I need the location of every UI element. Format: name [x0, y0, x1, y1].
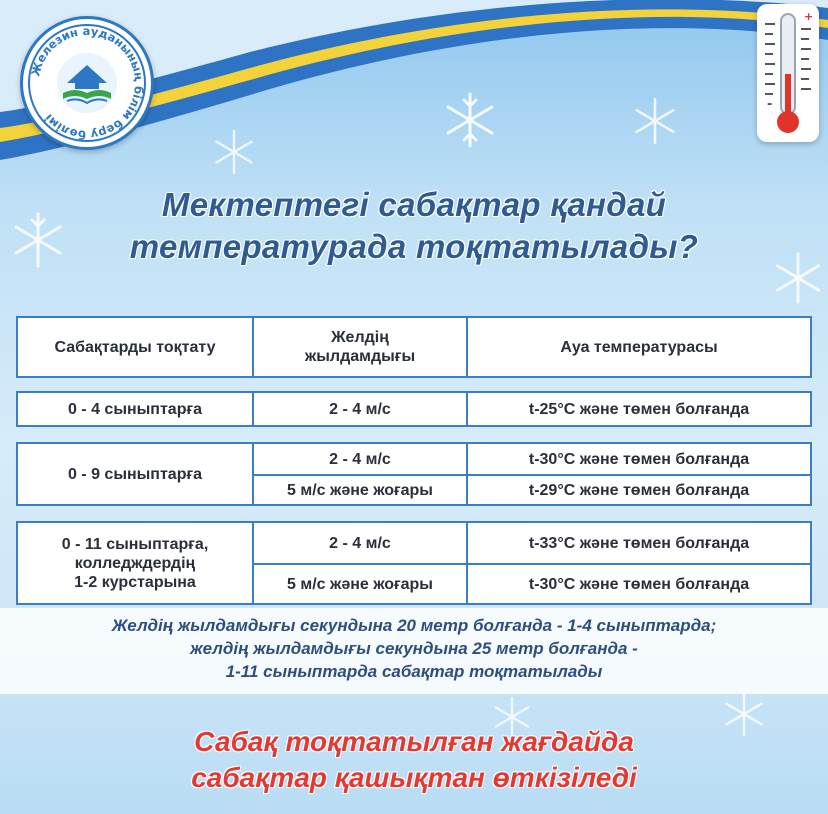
temperature-cell: t-33°С және төмен болғанда	[528, 534, 750, 552]
header-wind-speed	[254, 318, 466, 376]
svg-text:-: -	[767, 97, 773, 112]
classes-line: 0 - 11 сыныптарға,	[61, 535, 209, 553]
temperature-cell: t-30°С және төмен болғанда	[528, 450, 750, 468]
title-line-2: температурада тоқтатылады?	[129, 228, 699, 265]
remote-learning-notice	[0, 724, 828, 796]
note-line-1: Желдің жылдамдығы секундына 20 метр болғанда - 1-4 сыныптарда;	[111, 616, 717, 635]
table-row-group	[16, 442, 812, 506]
header-stop-lessons: Сабақтарды тоқтату	[54, 338, 216, 356]
table-row-group	[16, 391, 812, 427]
header-wind-line-1: Желдің	[331, 329, 389, 346]
table-row-group	[16, 521, 812, 605]
header-wind-line-2: жылдамдығы	[304, 348, 416, 365]
note-line-2: желдің жылдамдығы секундына 25 метр болғанда -	[190, 639, 638, 658]
table-header	[16, 316, 812, 378]
wind-cell: 5 м/с және жоғары	[287, 481, 433, 499]
note-line-3: 1-11 сыныптарда сабақтар тоқтатылады	[225, 662, 603, 681]
temperature-cell: t-29°С және төмен болғанда	[528, 481, 750, 499]
wind-cell: 5 м/с және жоғары	[287, 575, 433, 593]
classes-cell: 0 - 9 сыныптарға	[67, 465, 203, 483]
svg-text:+: +	[804, 10, 814, 23]
poster-title	[0, 184, 828, 268]
header-air-temperature: Ауа температурасы	[560, 338, 718, 356]
wind-cell: 2 - 4 м/с	[329, 400, 391, 418]
snowflake-icon	[210, 128, 258, 176]
classes-line: колледждердің	[74, 554, 196, 572]
wind-cell: 2 - 4 м/с	[329, 450, 391, 468]
title-line-1: Мектептегі сабақтар қандай	[161, 186, 667, 223]
logo-text: Железин ауданының білім беру бөлімі	[28, 23, 147, 143]
classes-cell: 0 - 4 сыныптарға	[67, 400, 203, 418]
footer-line-2: сабақтар қашықтан өткізіледі	[191, 762, 637, 793]
footer-line-1: Сабақ тоқтатылған жағдайда	[194, 726, 634, 757]
thermometer-icon	[757, 4, 819, 142]
department-logo	[20, 16, 154, 150]
wind-note	[0, 614, 828, 683]
snowflake-icon	[440, 90, 500, 150]
snowflake-icon	[630, 96, 680, 146]
classes-cell	[18, 523, 252, 603]
temperature-cell: t-30°С және төмен болғанда	[528, 575, 750, 593]
temperature-cell: t-25°С және төмен болғанда	[528, 400, 750, 418]
classes-line: 1-2 курстарына	[74, 573, 196, 591]
wind-cell: 2 - 4 м/с	[329, 534, 391, 552]
